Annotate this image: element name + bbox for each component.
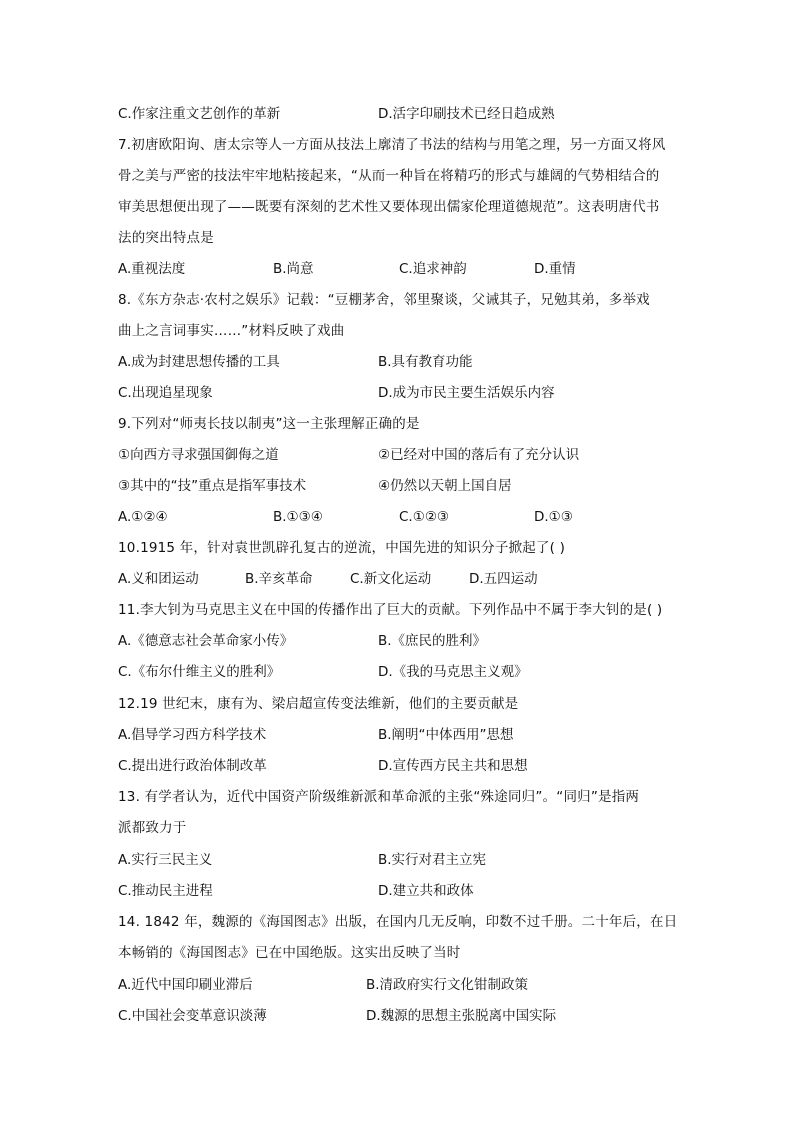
q13-option-b: B.实行对君主立宪 xyxy=(378,852,487,868)
q8-option-c: C.出现追星现象 xyxy=(118,385,213,401)
q14-option-b: B.清政府实行文化钳制政策 xyxy=(366,977,529,993)
q6-option-c: C.作家注重文艺创作的革新 xyxy=(118,106,281,122)
q9-option-d: D.①③ xyxy=(534,509,573,525)
q8-stem-line-1: 8.《东方杂志·农村之娱乐》记载：“豆棚茅舍，邻里聚谈，父诫其子，兄勉其弟，多举戏 xyxy=(118,292,650,308)
q12-option-c: C.提出进行政治体制改革 xyxy=(118,758,267,774)
q7-stem-line-1: 7.初唐欧阳询、唐太宗等人一方面从技法上廓清了书法的结构与用笔之理，另一方面又将风 xyxy=(118,137,666,153)
q11-option-b: B.《庶民的胜利》 xyxy=(378,633,487,649)
q7-stem-line-3: 审美思想便出现了——既要有深刻的艺术性又要体现出儒家伦理道德规范”。这表明唐代书 xyxy=(118,199,660,215)
q6-option-d: D.活字印刷技术已经日趋成熟 xyxy=(378,106,555,122)
q7-option-b: B.尚意 xyxy=(273,261,314,277)
q9-statement-3: ③其中的“技”重点是指军事技术 xyxy=(118,478,307,494)
q10-option-a: A.义和团运动 xyxy=(118,571,199,587)
q9-statement-2: ②已经对中国的落后有了充分认识 xyxy=(378,447,580,463)
q13-stem-line-1: 13. 有学者认为，近代中国资产阶级维新派和革命派的主张“殊途同归”。“同归”是指两 xyxy=(118,789,640,805)
q7-option-c: C.追求神韵 xyxy=(399,261,467,277)
q14-option-a: A.近代中国印刷业滞后 xyxy=(118,977,253,993)
q12-option-d: D.宣传西方民主共和思想 xyxy=(378,758,528,774)
q9-statement-4: ④仍然以天朝上国自居 xyxy=(378,478,512,494)
q13-option-d: D.建立共和政体 xyxy=(378,883,474,899)
q12-option-b: B.阐明“中体西用”思想 xyxy=(378,727,514,743)
q9-stem: 9.下列对“师夷长技以制夷”这一主张理解正确的是 xyxy=(118,416,420,432)
q14-option-c: C.中国社会变革意识淡薄 xyxy=(118,1008,267,1024)
q14-stem-line-2: 本畅销的《海国图志》已在中国绝版。这实出反映了当时 xyxy=(118,945,461,961)
q8-option-b: B.具有教育功能 xyxy=(378,354,473,370)
q7-stem-line-2: 骨之美与严密的技法牢牢地粘接起来，“从而一种旨在将精巧的形式与雄阔的气势相结合的 xyxy=(118,168,660,184)
q8-option-d: D.成为市民主要生活娱乐内容 xyxy=(378,385,555,401)
q11-option-c: C.《布尔什维主义的胜利》 xyxy=(118,664,281,680)
q12-stem: 12.19 世纪末，康有为、梁启超宣传变法维新，他们的主要贡献是 xyxy=(118,696,519,712)
q10-option-d: D.五四运动 xyxy=(469,571,538,587)
q14-stem-line-1: 14. 1842 年，魏源的《海国图志》出版，在国内几无反响，印数不过千册。二十年后，在日 xyxy=(118,914,678,930)
q13-option-c: C.推动民主进程 xyxy=(118,883,213,899)
q9-option-a: A.①②④ xyxy=(118,509,168,525)
q8-option-a: A.成为封建思想传播的工具 xyxy=(118,354,280,370)
q14-option-d: D.魏源的思想主张脱离中国实际 xyxy=(366,1008,557,1024)
q13-stem-line-2: 派都致力于 xyxy=(118,820,187,836)
q10-stem: 10.1915 年，针对袁世凯辟孔复古的逆流，中国先进的知识分子掀起了( ) xyxy=(118,540,566,556)
q9-option-c: C.①②③ xyxy=(399,509,450,525)
q13-option-a: A.实行三民主义 xyxy=(118,852,213,868)
q10-option-c: C.新文化运动 xyxy=(350,571,432,587)
q10-option-b: B.辛亥革命 xyxy=(245,571,313,587)
q12-option-a: A.倡导学习西方科学技术 xyxy=(118,727,267,743)
q7-option-d: D.重情 xyxy=(534,261,576,277)
q7-stem-line-4: 法的突出特点是 xyxy=(118,230,214,246)
q9-option-b: B.①③④ xyxy=(273,509,323,525)
q9-statement-1: ①向西方寻求强国御侮之道 xyxy=(118,447,279,463)
q11-option-d: D.《我的马克思主义观》 xyxy=(378,664,528,680)
q11-stem: 11.李大钊为马克思主义在中国的传播作出了巨大的贡献。下列作品中不属于李大钊的是( ) xyxy=(118,602,663,618)
q8-stem-line-2: 曲上之言词事实……”材料反映了戏曲 xyxy=(118,323,345,339)
q11-option-a: A.《德意志社会革命家小传》 xyxy=(118,633,294,649)
q7-option-a: A.重视法度 xyxy=(118,261,186,277)
